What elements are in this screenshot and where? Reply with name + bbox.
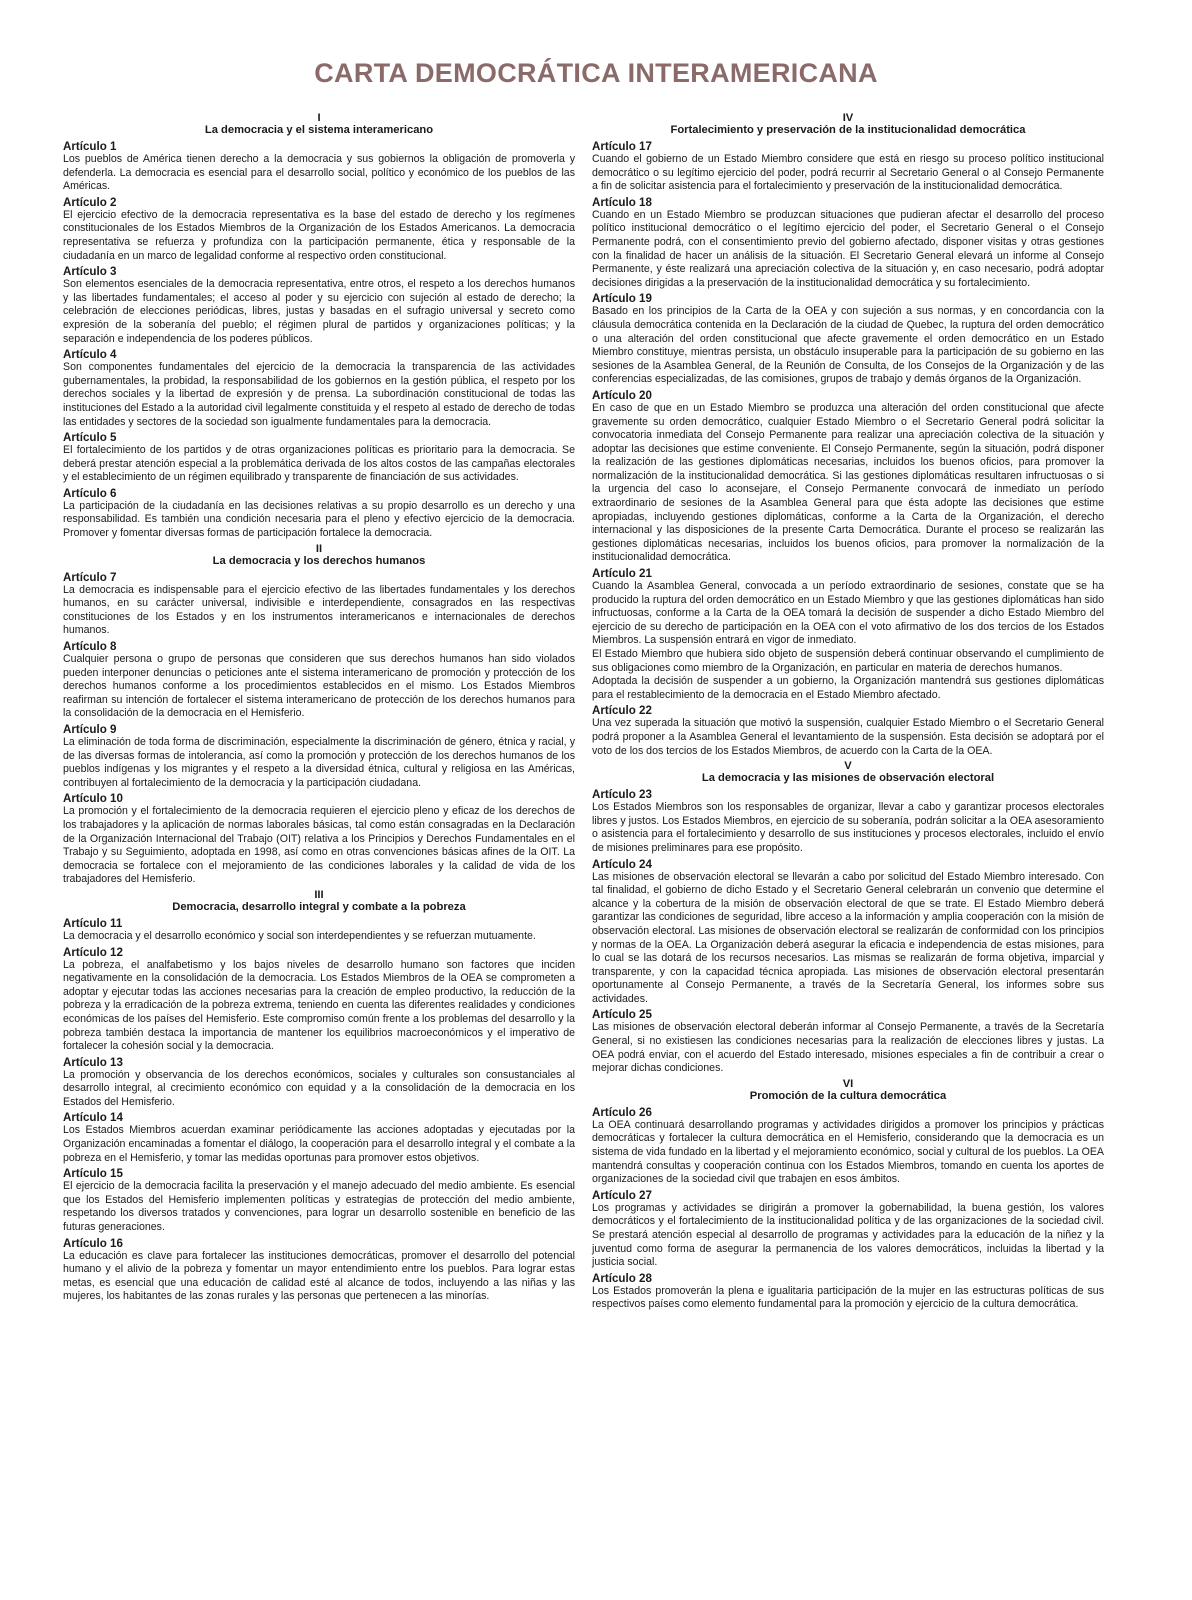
article	[592, 1189, 1104, 1270]
article	[63, 917, 575, 944]
article	[592, 567, 1104, 702]
article	[592, 858, 1104, 1007]
article-heading: Artículo 14	[63, 1111, 123, 1125]
article	[63, 196, 575, 263]
article	[63, 792, 575, 887]
article	[63, 1237, 575, 1304]
article	[592, 292, 1104, 387]
article	[592, 196, 1104, 291]
article	[592, 704, 1104, 758]
article	[592, 1272, 1104, 1312]
article	[63, 431, 575, 485]
article-heading: Artículo 3	[63, 265, 117, 279]
article-body: Son componentes fundamentales del ejercicio de la democracia la transparencia de las actividades gubernamentales, la probidad, la responsabilidad de los gobiernos en la gestión pública, el respeto por los derechos sociales y la libertad de expresión y de prensa. La subordinación constitucional de todas las instituciones del Estado a la autoridad civil legalmente constituida y el respeto al estado de derecho de todas las entidades y sectores de la sociedad son igualmente fundamentales para la democracia.	[63, 361, 575, 428]
article-body: El ejercicio efectivo de la democracia representativa es la base del estado de derecho y los regímenes constitucionales de los Estados Miembros de la Organización de los Estados Americanos. La democracia representativa se refuerza y profundiza con la participación permanente, ética y responsable de la ciudadanía en un marco de legalidad conforme al respectivo orden constitucional.	[63, 208, 575, 262]
article-body: Cualquier persona o grupo de personas que consideren que sus derechos humanos han sido violados pueden interponer denuncias o peticiones ante el sistema interamericano de promoción y protección de los derechos humanos conforme a los procedimientos establecidos en el mismo. Los Estados Miembros reafirman su intención de fortalecer el sistema interamericano de protección de los derechos humanos para la consolidación de la democracia en el Hemisferio.	[63, 653, 575, 720]
article-heading: Artículo 27	[592, 1188, 652, 1202]
article	[592, 1106, 1104, 1187]
article-body: La eliminación de toda forma de discriminación, especialmente la discriminación de género, étnica y racial, y de las diversas formas de intolerancia, así como la promoción y protección de los derechos humanos de los pueblos indígenas y los migrantes y el respeto a la diversidad étnica, cultural y religiosa en las Américas, contribuyen al fortalecimiento de la democracia y la participación ciudadana.	[63, 736, 575, 789]
chapter-number: II	[315, 542, 323, 555]
article	[592, 1008, 1104, 1075]
chapter-title: Democracia, desarrollo integral y combate a la pobreza	[172, 900, 466, 913]
article-heading: Artículo 21	[592, 567, 652, 581]
article	[63, 723, 575, 790]
article-heading: Artículo 2	[63, 195, 117, 209]
article-heading: Artículo 10	[63, 792, 123, 806]
article-body: Las misiones de observación electoral deberán informar al Consejo Permanente, a través de la Secretaría General, si no existiesen las condiciones necesarias para la realización de elecciones libres y justas. La OEA podrá enviar, con el acuerdo del Estado interesado, misiones especiales a fin de contribuir a crear o mejorar dichas condiciones.	[592, 1021, 1104, 1075]
article-body: La promoción y observancia de los derechos económicos, sociales y culturales son consustanciales al desarrollo integral, al crecimiento económico con equidad y a la consolidación de la democracia en los Estados del Hemisferio.	[63, 1068, 575, 1108]
article-heading: Artículo 28	[592, 1271, 652, 1285]
article-heading: Artículo 20	[592, 388, 652, 402]
article-body: La educación es clave para fortalecer las instituciones democráticas, promover el desarrollo del potencial humano y el alivio de la pobreza y fomentar un mayor entendimiento entre los pueblos. Para lograr estas metas, es esencial que una educación de calidad esté al alcance de todos, incluyendo a las niñas y las mujeres, los habitantes de las zonas rurales y las personas que pertenecen a las minorías.	[63, 1249, 575, 1303]
article	[63, 1167, 575, 1234]
chapter-number: I	[317, 112, 321, 124]
article	[63, 265, 575, 346]
chapter-heading	[592, 760, 1104, 784]
article-heading: Artículo 5	[63, 431, 117, 445]
article-body: Las misiones de observación electoral se llevarán a cabo por solicitud del Estado Miembro interesado. Con tal finalidad, el gobierno de dicho Estado y el Secretario General celebrarán un convenio que determine el alcance y la cobertura de la misión de observación electoral de que se trate. El Estado Miembro deberá garantizar las condiciones de seguridad, libre acceso a la información y amplia cooperación con la misión de observación electoral. Las misiones de observación electoral se realizarán de conformidad con los principios y normas de la OEA. La Organización deberá asegurar la eficacia e independencia de estas misiones, para lo cual se las dotará de los recursos necesarios. Las mismas se realizarán de forma objetiva, imparcial y transparente, y con la capacidad técnica apropiada. Las misiones de observación electoral presentarán oportunamente al Consejo Permanente, a través de la Secretaría General, los informes sobre sus actividades.	[592, 870, 1104, 1005]
article-body: Los Estados promoverán la plena e igualitaria participación de la mujer en las estructuras políticas de sus respectivos países como elemento fundamental para la promoción y ejercicio de la cultura democrática.	[592, 1284, 1104, 1311]
article-body: Los pueblos de América tienen derecho a la democracia y sus gobiernos la obligación de promoverla y defenderla. La democracia es esencial para el desarrollo social, político y económico de los pueblos de las Américas.	[63, 153, 575, 193]
article-body: La participación de la ciudadanía en las decisiones relativas a su propio desarrollo es un derecho y una responsabilidad. Es también una condición necesaria para el pleno y efectivo ejercicio de la democracia. Promover y fomentar diversas formas de participación fortalece la democracia.	[63, 499, 575, 540]
article-body: En caso de que en un Estado Miembro se produzca una alteración del orden constitucional que afecte gravemente su orden democrático, cualquier Estado Miembro o el Secretario General podrá solicitar la convocatoria inmediata del Consejo Permanente para realizar una apreciación colectiva de la situación y adoptar las decisiones que estime conveniente. El Consejo Permanente, según la situación, podrá disponer la realización de las gestiones diplomáticas necesarias, incluidos los buenos oficios, para promover la normalización de la institucionalidad democrática. Si las gestiones diplomáticas resultaren infructuosas o si la urgencia del caso lo aconsejare, el Consejo Permanente convocará de inmediato un período extraordinario de sesiones de la Asamblea General para que ésta adopte las decisiones que estime apropiadas, incluyendo gestiones diplomáticas, conforme a la Carta de la Organización, el derecho internacional y las disposiciones de la presente Carta Democrática. Durante el proceso se realizarán las gestiones diplomáticas necesarias, incluidos los buenos oficios, para promover la normalización de la institucionalidad democrática.	[592, 401, 1104, 564]
article	[592, 140, 1104, 194]
article-heading: Artículo 25	[592, 1008, 652, 1022]
article	[592, 788, 1104, 855]
article	[63, 571, 575, 638]
article-body: Cuando la Asamblea General, convocada a un período extraordinario de sesiones, constate que se ha producido la ruptura del orden democrático en un Estado Miembro y que las gestiones diplomáticas han sido infructuosas, conforme a la Carta de la OEA tomará la decisión de suspender a dicho Estado Miembro del ejercicio de su derecho de participación en la OEA con el voto afirmativo de los dos tercios de los Estados Miembros. La suspensión entrará en vigor de inmediato. El Estado Miembro que hubiera sido objeto de suspensión deberá continuar observando el cumplimiento de sus obligaciones como miembro de la Organización, en particular en materia de derechos humanos. Adoptada la decisión de suspender a un gobierno, la Organización mantendrá sus gestiones diplomáticas para el restablecimiento de la democracia en el Estado Miembro afectado.	[592, 580, 1104, 701]
article-body: La OEA continuará desarrollando programas y actividades dirigidos a promover los principios y prácticas democráticas y fortalecer la cultura democrática en el Hemisferio, considerando que la democracia es un sistema de vida fundado en la libertad y el mejoramiento económico, social y cultural de los pueblos. La OEA mantendrá consultas y cooperación continua con los Estados Miembros, tomando en cuenta los aportes de organizaciones de la sociedad civil que trabajen en esos ámbitos.	[592, 1118, 1104, 1186]
article-heading: Artículo 23	[592, 788, 652, 802]
article-heading: Artículo 12	[63, 945, 123, 959]
article	[63, 640, 575, 721]
article-body: La democracia es indispensable para el ejercicio efectivo de las libertades fundamentales y los derechos humanos, en su carácter universal, indivisible e interdependiente, consagrados en las respectivas constituciones de los Estados y en los instrumentos interamericanos e internacionales de derechos humanos.	[63, 583, 575, 637]
article	[63, 946, 575, 1054]
article-heading: Artículo 7	[63, 570, 117, 584]
chapter-title: Promoción de la cultura democrática	[749, 1089, 947, 1102]
article-heading: Artículo 1	[63, 140, 117, 153]
chapter-number: IV	[842, 112, 854, 124]
chapter-title: Fortalecimiento y preservación de la institucionalidad democrática	[670, 124, 1026, 136]
chapter-heading	[592, 112, 1104, 136]
article-body: Basado en los principios de la Carta de la OEA y con sujeción a sus normas, y en concordancia con la cláusula democrática contenida en la Declaración de la ciudad de Quebec, la ruptura del orden democrático o una alteración del orden constitucional que afecte gravemente el orden democrático en un Estado Miembro constituye, mientras persista, un obstáculo insuperable para la participación de su gobierno en las sesiones de la Asamblea General, de la Reunión de Consulta, de los Consejos de la Organización y de las conferencias especializadas, de las comisiones, grupos de trabajo y demás órganos de la Organización.	[592, 305, 1104, 386]
article-body: La promoción y el fortalecimiento de la democracia requieren el ejercicio pleno y eficaz de los derechos de los trabajadores y la aplicación de normas laborales básicas, tal como están consagradas en la Declaración de la Organización Internacional del Trabajo (OIT) relativa a los Principios y Derechos Fundamentales en el Trabajo y su Seguimiento, adoptada en 1998, así como en otras convenciones básicas afines de la OIT. La democracia se fortalece con el mejoramiento de las condiciones laborales y la calidad de vida de los trabajadores del Hemisferio.	[63, 805, 575, 886]
article-heading: Artículo 4	[63, 348, 117, 362]
article-body: Son elementos esenciales de la democracia representativa, entre otros, el respeto a los derechos humanos y las libertades fundamentales; el acceso al poder y su ejercicio con sujeción al estado de derecho; la celebración de elecciones periódicas, libres, justas y basadas en el sufragio universal y secreto como expresión de la soberanía del pueblo; el régimen plural de partidos y organizaciones políticas; y la separación e independencia de los poderes públicos.	[63, 278, 575, 345]
article-body: El ejercicio de la democracia facilita la preservación y el manejo adecuado del medio ambiente. Es esencial que los Estados del Hemisferio implementen políticas y estrategias de protección del medio ambiente, respetando los diversos tratados y convenciones, para lograr un desarrollo sostenible en beneficio de las futuras generaciones.	[63, 1180, 575, 1234]
chapter-number: V	[844, 760, 852, 773]
article-heading: Artículo 22	[592, 704, 652, 718]
right-column	[592, 112, 1104, 1314]
article-body: Cuando en un Estado Miembro se produzcan situaciones que pudieran afectar el desarrollo del proceso político institucional democrático o el legítimo ejercicio del poder, el Secretario General o el Consejo Permanente podrá, con el consentimiento previo del gobierno afectado, disponer visitas y otras gestiones con la finalidad de hacer un análisis de la situación. El Secretario General elevará un informe al Consejo Permanente, y éste realizará una apreciación colectiva de la situación y, en caso necesario, podrá adoptar decisiones dirigidas a la preservación de la institucionalidad democrática y su fortalecimiento.	[592, 208, 1104, 289]
article-heading: Artículo 13	[63, 1055, 123, 1069]
article	[63, 348, 575, 429]
article-body: El fortalecimiento de los partidos y de otras organizaciones políticas es prioritario para la democracia. Se deberá prestar atención especial a la problemática derivada de los altos costos de las campañas electorales y el establecimiento de un régimen equilibrado y transparente de financiación de sus actividades.	[63, 444, 575, 484]
article-body: Cuando el gobierno de un Estado Miembro considere que está en riesgo su proceso político institucional democrático o su legítimo ejercicio del poder, podrá recurrir al Secretario General o al Consejo Permanente a fin de solicitar asistencia para el fortalecimiento y preservación de la institucionalidad democrática.	[592, 153, 1104, 193]
article-heading: Artículo 6	[63, 486, 117, 500]
chapter-heading	[63, 543, 575, 567]
chapter-title: La democracia y los derechos humanos	[212, 554, 426, 567]
chapter-title: La democracia y las misiones de observación electoral	[701, 772, 995, 785]
article	[63, 1111, 575, 1165]
chapter-heading	[63, 112, 575, 136]
article	[63, 487, 575, 541]
chapter-title: La democracia y el sistema interamericano	[204, 124, 434, 136]
article-body: La democracia y el desarrollo económico y social son interdependientes y se refuerzan mutuamente.	[63, 929, 536, 942]
article-heading: Artículo 9	[63, 723, 117, 736]
article-body: Los Estados Miembros son los responsables de organizar, llevar a cabo y garantizar procesos electorales libres y justos. Los Estados Miembros, en ejercicio de su soberanía, podrán solicitar a la OEA asesoramiento o asistencia para el fortalecimiento y desarrollo de sus instituciones y procesos electorales, incluido el envío de misiones preliminares para ese propósito.	[592, 801, 1104, 854]
article-heading: Artículo 26	[592, 1105, 652, 1119]
article-body: Una vez superada la situación que motivó la suspensión, cualquier Estado Miembro o el Secretario General podrá proponer a la Asamblea General el levantamiento de la suspensión. Esta decisión se adoptará por el voto de los dos tercios de los Estados Miembros, de acuerdo con la Carta de la OEA.	[592, 717, 1104, 757]
chapter-heading	[63, 889, 575, 913]
article	[63, 1056, 575, 1110]
article-heading: Artículo 24	[592, 857, 652, 871]
chapter-number: III	[314, 888, 324, 901]
page-title: CARTA DEMOCRÁTICA INTERAMERICANA	[314, 58, 878, 88]
article-body: La pobreza, el analfabetismo y los bajos niveles de desarrollo humano son factores que inciden negativamente en la consolidación de la democracia. Los Estados Miembros de la OEA se comprometen a adoptar y ejecutar todas las acciones necesarias para la creación de empleo productivo, la reducción de la pobreza y la erradicación de la pobreza extrema, teniendo en cuenta las diferentes realidades y condiciones económicas de los países del Hemisferio. Este compromiso común frente a los problemas del desarrollo y la pobreza también destaca la importancia de mantener los equilibrios macroeconómicos y el imperativo de fortalecer la cohesión social y la democracia.	[63, 958, 575, 1053]
article-heading: Artículo 16	[63, 1236, 123, 1250]
article-heading: Artículo 8	[63, 640, 117, 654]
article-heading: Artículo 17	[592, 140, 652, 153]
left-column	[63, 112, 575, 1306]
article-heading: Artículo 18	[592, 195, 652, 209]
article	[592, 389, 1104, 565]
article-heading: Artículo 19	[592, 292, 652, 306]
article-body: Los programas y actividades se dirigirán a promover la gobernabilidad, la buena gestión, los valores democráticos y el fortalecimiento de la institucionalidad política y de las organizaciones de la sociedad civil. Se prestará atención especial al desarrollo de programas y actividades para la educación de la niñez y la juventud como forma de asegurar la permanencia de los valores democráticos, incluidas la libertad y la justicia social.	[592, 1201, 1104, 1269]
chapter-number: VI	[842, 1077, 854, 1090]
chapter-heading	[592, 1078, 1104, 1102]
article-heading: Artículo 11	[63, 916, 123, 930]
article	[63, 140, 575, 194]
article-body: Los Estados Miembros acuerdan examinar periódicamente las acciones adoptadas y ejecutadas por la Organización encaminadas a fomentar el diálogo, la cooperación para el desarrollo integral y el combate a la pobreza en el Hemisferio, y tomar las medidas oportunas para promover estos objetivos.	[63, 1124, 575, 1164]
article-heading: Artículo 15	[63, 1167, 123, 1181]
